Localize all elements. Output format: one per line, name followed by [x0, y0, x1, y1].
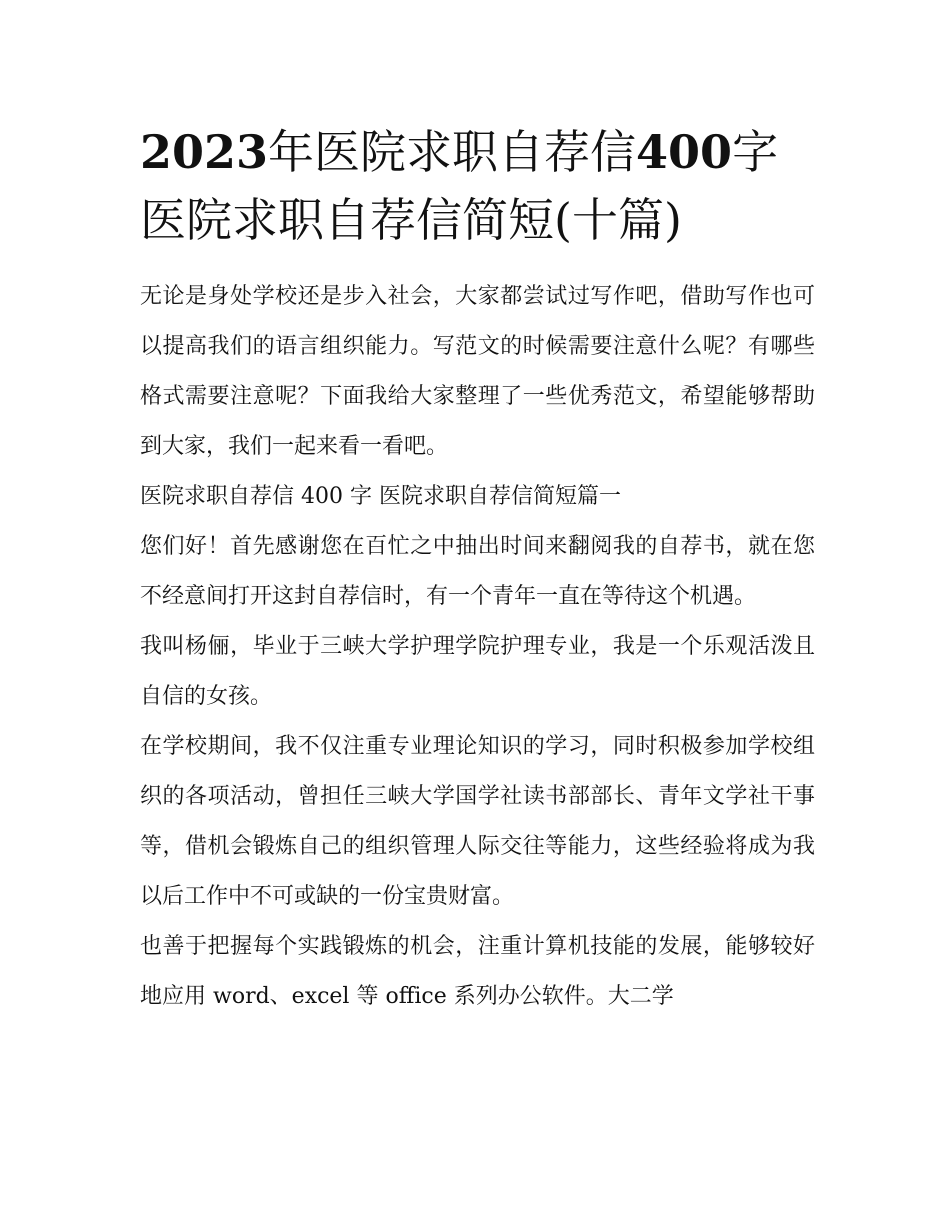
title-text-2: 字医院求职自荐信简短(十篇): [140, 125, 779, 247]
title-text-1: 年医院求职自荐信: [268, 125, 637, 179]
document-page: [140, 118, 815, 1022]
skills-paragraph: 也善于把握每个实践锻炼的机会，注重计算机技能的发展，能够较好地应用 word、excel 等 office 系列办公软件。大二学: [140, 934, 815, 1009]
title-word-count: 400: [636, 125, 733, 179]
school-activities-paragraph: 在学校期间，我不仅注重专业理论知识的学习，同时积极参加学校组织的各项活动，曾担任三峡大学国学社读书部部长、青年文学社干事等，借机会锻炼自己的组织管理人际交往等能力，这些经验将成为我以后工作中不可或缺的一份宝贵财富。: [140, 734, 815, 909]
document-title: [140, 118, 815, 254]
intro-paragraph: 无论是身处学校还是步入社会，大家都尝试过写作吧，借助写作也可以提高我们的语言组织能力。写范文的时候需要注意什么呢？有哪些格式需要注意呢？下面我给大家整理了一些优秀范文，希望能够帮助到大家，我们一起来看一看吧。: [140, 284, 815, 459]
section-heading: 医院求职自荐信 400 字 医院求职自荐信简短篇一: [140, 484, 621, 509]
greeting-paragraph: 您们好！首先感谢您在百忙之中抽出时间来翻阅我的自荐书，就在您不经意间打开这封自荐信时，有一个青年一直在等待这个机遇。: [140, 534, 815, 609]
self-intro-paragraph: 我叫杨俪，毕业于三峡大学护理学院护理专业，我是一个乐观活泼且自信的女孩。: [140, 634, 815, 709]
title-year: 2023: [140, 125, 269, 179]
